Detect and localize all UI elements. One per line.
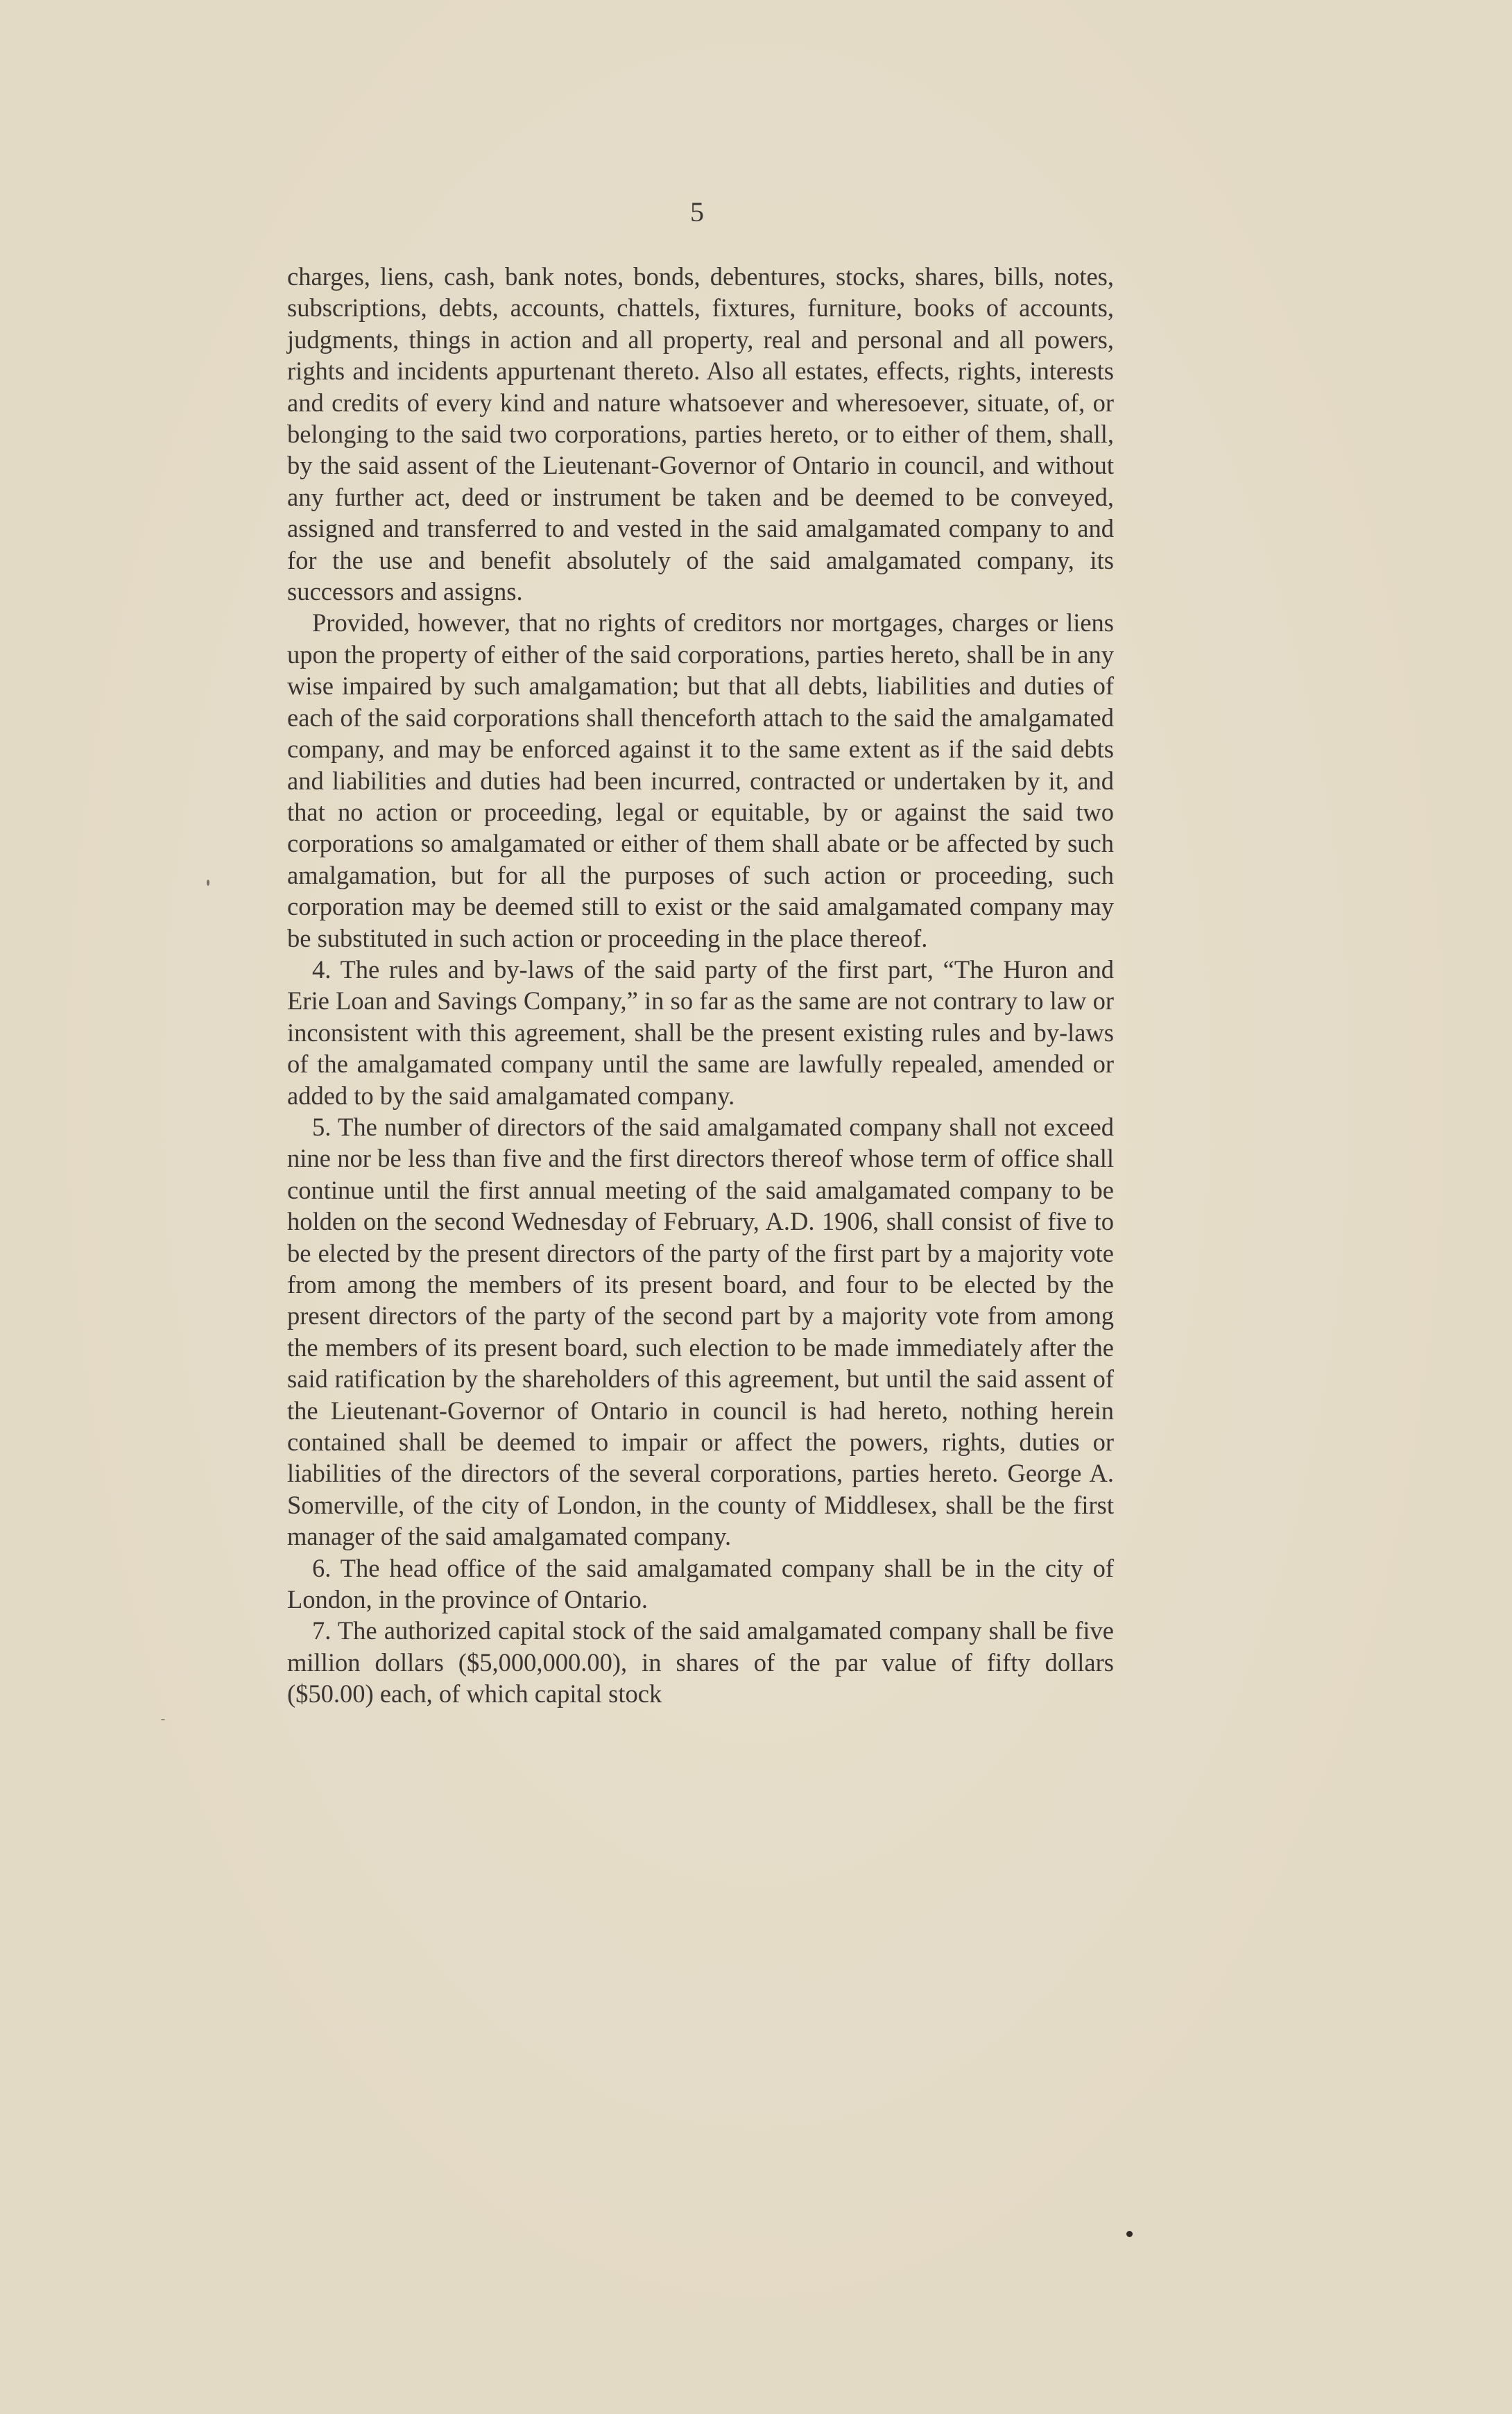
- paper-speck: [1126, 2231, 1133, 2237]
- page-number: 5: [690, 196, 704, 228]
- paragraph-section-7: 7. The authorized capital stock of the said amalgamated company shall be five million dollars ($5,000,000.00), in shares of the par value of fifty dollars ($50.00) each, of which capital stock: [287, 1616, 1114, 1709]
- paragraph-proviso: Provided, however, that no rights of creditors nor mortgages, charges or liens upon the property of either of the said corporations, parties hereto, shall be in any wise impaired by such amalgamation; but that all debts, liabilities and duties of each of the said corporations shall thenceforth attach to the said the amalgamated company, and may be enforced against it to the same extent as if the said debts and liabilities and duties had been incurred, contracted or undertaken by it, and that no action or proceeding, legal or equitable, by or against the said two corporations so amalgamated or either of them shall abate or be affected by such amalgamation, but for all the purposes of such action or proceeding, such corporation may be deemed still to exist or the said amalgamated company may be substituted in such action or proceeding in the place thereof.: [287, 608, 1114, 952]
- paper-speck: [207, 880, 209, 886]
- paper-speck: [161, 1719, 165, 1720]
- paragraph-section-4: 4. The rules and by-laws of the said party of the first part, “The Huron and Erie Loan and Savings Company,” in so far as the same are not contrary to law or inconsistent with this agreement, shall be the present existing rules and by-laws of the amalgamated company until the same are lawfully repealed, amended or added to by the said amalgamated company.: [287, 955, 1114, 1110]
- paragraph-section-5: 5. The number of directors of the said amalgamated company shall not exceed nine nor be less than five and the first directors thereof whose term of office shall continue until the first annual meeting of the said amalgamated company to be holden on the second Wednesday of February, A.D. 1906, shall consist of five to be elected by the present directors of the party of the first part by a majority vote from among the members of its present board, and four to be elected by the present directors of the party of the second part by a majority vote from among the members of its present board, such election to be made immediately after the said ratification by the shareholders of this agreement, but until the said assent of the Lieutenant-Governor of Ontario in council is had hereto, nothing herein contained shall be deemed to impair or affect the powers, rights, duties or liabilities of the directors of the several corporations, parties hereto. George A. Somerville, of the city of London, in the county of Middlesex, shall be the first manager of the said amalgamated company.: [287, 1112, 1114, 1551]
- body-text: [287, 261, 1114, 1710]
- paragraph-section-6: 6. The head office of the said amalgamated company shall be in the city of London, in the province of Ontario.: [287, 1553, 1114, 1614]
- paragraph-continuation: charges, liens, cash, bank notes, bonds, debentures, stocks, shares, bills, notes, subscriptions, debts, accounts, chattels, fixtures, furniture, books of accounts, judgments, things in action and all property, real and personal and all powers, rights and incidents appurtenant thereto. Also all estates, effects, rights, interests and credits of every kind and nature whatsoever and wheresoever, situate, of, or belonging to the said two corporations, parties hereto, or to either of them, shall, by the said assent of the Lieutenant-Governor of Ontario in council, and without any further act, deed or instrument be taken and be deemed to be conveyed, assigned and transferred to and vested in the said amalgamated company to and for the use and benefit absolutely of the said amalgamated company, its successors and assigns.: [287, 262, 1114, 606]
